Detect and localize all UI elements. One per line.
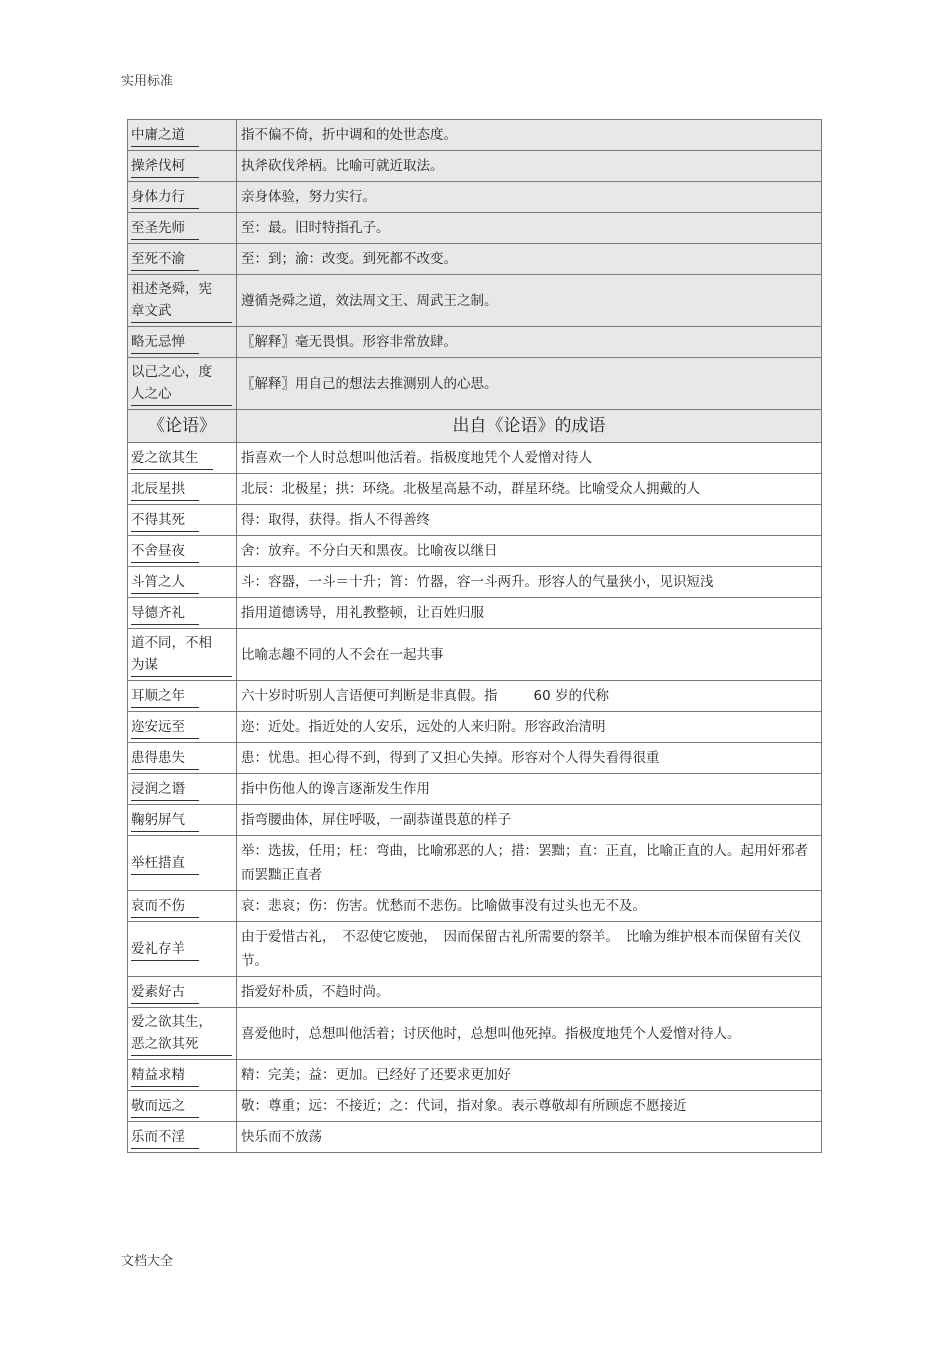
idiom-cell: [128, 743, 237, 774]
definition-cell: [237, 774, 822, 805]
idiom-definition: 六十岁时听别人言语便可判断是非真假。指: [241, 688, 498, 704]
idiom-cell: [128, 1008, 237, 1060]
idiom-cell: [128, 567, 237, 598]
table-row: [128, 1060, 822, 1091]
table-row: [128, 836, 822, 891]
idiom-cell: [128, 977, 237, 1008]
definition-cell: [237, 120, 822, 151]
idiom-cell: [128, 1122, 237, 1153]
idiom-definition: 患：忧患。担心得不到，得到了又担心失掉。形容对个人得失看得很重: [241, 750, 660, 766]
idiom-term: 中庸之道: [131, 124, 199, 147]
idiom-term: 迩安远至: [131, 716, 199, 739]
table-row: [128, 922, 822, 977]
idiom-term: 鞠躬屏气: [131, 809, 199, 832]
idiom-definition: 敬：尊重；远：不接近；之：代词，指对象。表示尊敬却有所顾虑不愿接近: [241, 1098, 687, 1114]
table-row: [128, 629, 822, 681]
idiom-cell: [128, 598, 237, 629]
table-row: [128, 774, 822, 805]
definition-cell: [237, 629, 822, 681]
idiom-definition: 指爱好朴质，不趋时尚。: [241, 984, 390, 1000]
table-row: [128, 805, 822, 836]
idiom-cell: [128, 151, 237, 182]
idiom-term: 不舍昼夜: [131, 540, 199, 563]
idiom-definition: 执斧砍伐斧柄。比喻可就近取法。: [241, 158, 444, 174]
definition-cell: [237, 474, 822, 505]
idiom-definition: 指中伤他人的谗言逐渐发生作用: [241, 781, 430, 797]
idiom-term: 至圣先师: [131, 217, 199, 240]
definition-cell: [237, 891, 822, 922]
idiom-cell: [128, 213, 237, 244]
definition-cell: [237, 598, 822, 629]
idiom-cell: [128, 836, 237, 891]
definition-cell: [237, 567, 822, 598]
idiom-cell: [128, 120, 237, 151]
idiom-cell: [128, 1060, 237, 1091]
idiom-cell: [128, 629, 237, 681]
idiom-definition: 〖解释〗用自己的想法去推测别人的心思。: [241, 375, 498, 392]
idiom-definition: 亲身体验，努力实行。: [241, 189, 376, 205]
definition-cell: [237, 836, 822, 891]
idiom-cell: [128, 805, 237, 836]
section-header-row: [128, 410, 822, 443]
table-row: [128, 1091, 822, 1122]
idiom-cell: [128, 474, 237, 505]
table-row: [128, 891, 822, 922]
table-row: [128, 505, 822, 536]
idiom-term: 身体力行: [131, 186, 199, 209]
table-row: [128, 244, 822, 275]
idiom-cell: [128, 681, 237, 712]
idiom-term: 举枉措直: [131, 852, 199, 875]
idiom-definition: 舍：放弃。不分白天和黑夜。比喻夜以继日: [241, 543, 498, 559]
table-row: [128, 327, 822, 358]
idiom-definition: 迩：近处。指近处的人安乐，远处的人来归附。形容政治清明: [241, 719, 606, 735]
idiom-cell: [128, 443, 237, 474]
idiom-definition: 指喜欢一个人时总想叫他活着。指极度地凭个人爱憎对待人: [241, 450, 592, 466]
idiom-definition: 〖解释〗毫无畏惧。形容非常放肆。: [241, 334, 457, 350]
table-row: [128, 712, 822, 743]
table-row: [128, 151, 822, 182]
idiom-term: 祖述尧舜，宪章文武: [131, 278, 232, 323]
definition-cell: [237, 1122, 822, 1153]
idiom-term: 精益求精: [131, 1064, 199, 1087]
section-header-left: 《论语》: [128, 410, 237, 443]
table-row: [128, 443, 822, 474]
idiom-term: 爱之欲其生，恶之欲其死: [131, 1011, 232, 1056]
idiom-term: 道不同，不相为谋: [131, 632, 232, 677]
definition-cell: [237, 358, 822, 410]
idiom-term: 操斧伐柯: [131, 155, 199, 178]
idiom-cell: [128, 1091, 237, 1122]
idiom-term: 至死不渝: [131, 248, 199, 271]
idiom-term: 耳顺之年: [131, 685, 199, 708]
idiom-cell: [128, 327, 237, 358]
idiom-term: 不得其死: [131, 509, 199, 532]
definition-cell: [237, 977, 822, 1008]
idiom-definition: 指用道德诱导，用礼教整顿，让百姓归服: [241, 605, 484, 621]
idiom-definition: 至：最。旧时特指孔子。: [241, 220, 390, 236]
section-header-right: 出自《论语》的成语: [237, 410, 822, 443]
idiom-definition: 精：完美；益：更加。已经好了还要求更加好: [241, 1067, 511, 1083]
table-row: [128, 474, 822, 505]
table-row: [128, 275, 822, 327]
idiom-term: 斗筲之人: [131, 571, 199, 594]
definition-cell: [237, 743, 822, 774]
idiom-definition: 比喻志趣不同的人不会在一起共事: [241, 646, 444, 663]
definition-cell: [237, 712, 822, 743]
table-row: [128, 598, 822, 629]
definition-cell: [237, 244, 822, 275]
idiom-definition: 遵循尧舜之道，效法周文王、周武王之制。: [241, 292, 498, 309]
table-row: [128, 358, 822, 410]
table-row: [128, 681, 822, 712]
idiom-cell: [128, 922, 237, 977]
idiom-definition: 指弯腰曲体，屏住呼吸，一副恭谨畏葸的样子: [241, 812, 511, 828]
definition-cell: [237, 1060, 822, 1091]
idiom-definition: 举：选拔，任用；枉：弯曲，比喻邪恶的人；措：罢黜；直：正直，比喻正直的人。起用奸邪者而罢黜正直者: [241, 843, 808, 883]
idiom-definition: 喜爱他时，总想叫他活着；讨厌他时，总想叫他死掉。指极度地凭个人爱憎对待人。: [241, 1025, 741, 1042]
definition-cell: [237, 536, 822, 567]
table-row: [128, 743, 822, 774]
idiom-term: 浸润之谮: [131, 778, 199, 801]
idiom-term: 敬而远之: [131, 1095, 199, 1118]
table-row: [128, 977, 822, 1008]
idiom-term: 哀而不伤: [131, 895, 199, 918]
idiom-cell: [128, 536, 237, 567]
definition-cell: [237, 1091, 822, 1122]
idiom-definition: 快乐而不放荡: [241, 1129, 322, 1145]
idiom-term: 爱之欲其生: [131, 447, 213, 470]
idiom-term: 略无忌惮: [131, 331, 199, 354]
table-row: [128, 213, 822, 244]
idiom-cell: [128, 505, 237, 536]
definition-cell: [237, 681, 822, 712]
table-row: [128, 182, 822, 213]
table-row: [128, 536, 822, 567]
definition-cell: [237, 1008, 822, 1060]
table-row: [128, 120, 822, 151]
idiom-term: 以己之心，度人之心: [131, 361, 232, 406]
definition-cell: [237, 505, 822, 536]
definition-cell: [237, 805, 822, 836]
idiom-cell: [128, 774, 237, 805]
idiom-cell: [128, 275, 237, 327]
idiom-cell: [128, 891, 237, 922]
idiom-definition: 由于爱惜古礼， 不忍使它废弛， 因而保留古礼所需要的祭羊。 比喻为维护根本而保留有关仪节。: [241, 929, 802, 969]
idiom-cell: [128, 244, 237, 275]
definition-cell: [237, 327, 822, 358]
idiom-cell: [128, 712, 237, 743]
idiom-term: 爱礼存羊: [131, 938, 199, 961]
idiom-definition: 指不偏不倚，折中调和的处世态度。: [241, 127, 457, 143]
idiom-term: 爱素好古: [131, 981, 199, 1004]
definition-cell: [237, 213, 822, 244]
definition-cell: [237, 922, 822, 977]
idiom-term: 北辰星拱: [131, 478, 199, 501]
idiom-cell: [128, 182, 237, 213]
idiom-table: [127, 119, 822, 1153]
table-row: [128, 1122, 822, 1153]
idiom-definition: 斗：容器，一斗＝十升；筲：竹器，容一斗两升。形容人的气量狭小，见识短浅: [241, 574, 714, 590]
idiom-definition: 哀：悲哀；伤：伤害。忧愁而不悲伤。比喻做事没有过头也无不及。: [241, 898, 646, 914]
idiom-definition-tail: 60 岁的代称: [533, 688, 609, 704]
table-row: [128, 567, 822, 598]
idiom-definition: 至：到；渝：改变。到死都不改变。: [241, 251, 457, 267]
idiom-term: 导德齐礼: [131, 602, 199, 625]
page-header: 实用标准: [121, 74, 174, 89]
definition-cell: [237, 151, 822, 182]
idiom-cell: [128, 358, 237, 410]
idiom-definition: 得：取得，获得。指人不得善终: [241, 512, 430, 528]
idiom-term: 患得患失: [131, 747, 199, 770]
idiom-table-body: [128, 120, 822, 1153]
definition-cell: [237, 182, 822, 213]
page-footer: 文档大全: [121, 1254, 174, 1269]
idiom-definition: 北辰：北极星；拱：环绕。北极星高悬不动，群星环绕。比喻受众人拥戴的人: [241, 481, 700, 497]
definition-cell: [237, 443, 822, 474]
table-row: [128, 1008, 822, 1060]
definition-cell: [237, 275, 822, 327]
idiom-term: 乐而不淫: [131, 1126, 199, 1149]
